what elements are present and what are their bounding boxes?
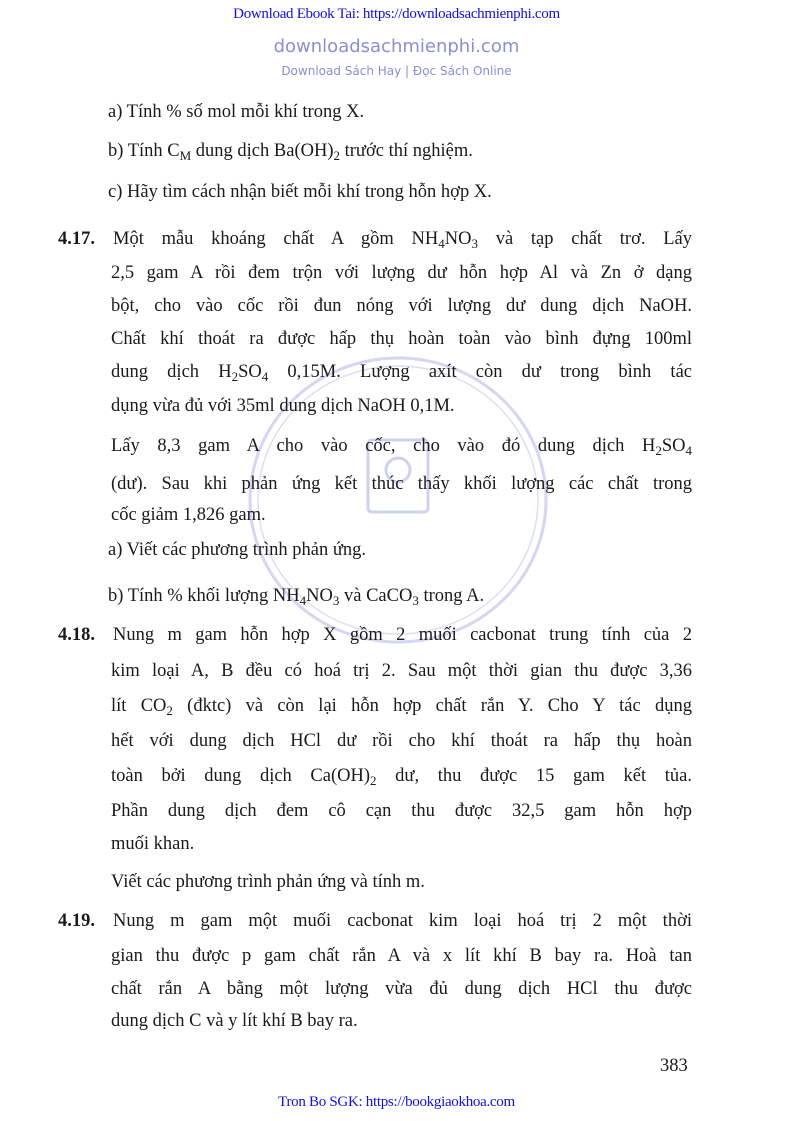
watermark-site: downloadsachmienphi.com bbox=[273, 36, 520, 57]
text-segment: Phần dung dịch đem cô cạn thu được 32,5 gam hỗn hợp bbox=[111, 801, 692, 821]
text-line bbox=[111, 435, 692, 457]
text-segment: kim loại A, B đều có hoá trị 2. Sau một thời gian thu được 3,36 bbox=[111, 661, 692, 681]
text-segment: cốc giảm 1,826 gam. bbox=[111, 505, 266, 525]
text-segment: toàn bởi dung dịch Ca(OH) bbox=[111, 766, 371, 786]
text-line bbox=[111, 395, 455, 417]
text-segment: dụng vừa đủ với 35ml dung dịch NaOH 0,1M. bbox=[111, 396, 455, 416]
subscript: 3 bbox=[332, 593, 340, 608]
watermark-tagline: Download Sách Hay | Đọc Sách Online bbox=[281, 64, 512, 78]
text-line bbox=[113, 910, 692, 932]
text-line bbox=[111, 800, 692, 822]
subscript: 4 bbox=[438, 236, 445, 251]
text-line bbox=[111, 730, 692, 752]
text-segment: (đktc) và còn lại hỗn hợp chất rắn Y. Cho Y tác dụng bbox=[172, 696, 692, 716]
text-line bbox=[111, 295, 692, 317]
text-segment: Một mẫu khoáng chất A gồm NH bbox=[113, 229, 439, 249]
text-segment: bột, cho vào cốc rồi đun nóng với lượng dư dung dịch NaOH. bbox=[111, 296, 692, 316]
text-segment: dung dịch C và y lít khí B bay ra. bbox=[111, 1011, 358, 1031]
text-line bbox=[111, 833, 194, 855]
text-line bbox=[111, 978, 692, 1000]
text-line bbox=[108, 585, 484, 607]
text-line bbox=[111, 262, 692, 284]
text-line bbox=[111, 765, 692, 787]
text-segment: (dư). Sau khi phản ứng kết thúc thấy khối lượng các chất trong bbox=[111, 474, 692, 494]
text-line bbox=[108, 101, 364, 123]
problem-number: 4.19. bbox=[58, 911, 95, 931]
subscript: 4 bbox=[685, 443, 692, 458]
text-segment: b) Tính C bbox=[108, 141, 180, 161]
text-line bbox=[113, 228, 692, 250]
text-segment: a) Viết các phương trình phản ứng. bbox=[108, 540, 367, 560]
text-segment: Viết các phương trình phản ứng và tính m. bbox=[111, 872, 425, 892]
text-line bbox=[108, 181, 492, 203]
subscript: 4 bbox=[261, 369, 269, 384]
text-segment: NO bbox=[306, 586, 333, 606]
footer-link[interactable]: Tron Bo SGK: https://bookgiaokhoa.com bbox=[278, 1094, 515, 1110]
text-line bbox=[111, 473, 692, 495]
text-segment: 0,15M. Lượng axít còn dư trong bình tác bbox=[268, 362, 692, 382]
text-segment: và tạp chất trơ. Lấy bbox=[478, 229, 692, 249]
text-segment: Nung m gam hỗn hợp X gồm 2 muối cacbonat trung tính của 2 bbox=[113, 625, 692, 645]
subscript: 2 bbox=[231, 369, 239, 384]
text-segment: chất rắn A bằng một lượng vừa đủ dung dịch HCl thu được bbox=[111, 979, 692, 999]
problem-number: 4.18. bbox=[58, 625, 95, 645]
subscript: 2 bbox=[166, 703, 173, 718]
text-segment: gian thu được p gam chất rắn A và x lít khí B bay ra. Hoà tan bbox=[111, 946, 692, 966]
text-segment: trong A. bbox=[418, 586, 485, 606]
subscript: M bbox=[179, 148, 192, 163]
text-segment: 2,5 gam A rồi đem trộn với lượng dư hỗn hợp Al và Zn ở dạng bbox=[111, 263, 692, 283]
text-segment: SO bbox=[661, 436, 686, 456]
text-segment: Nung m gam một muối cacbonat kim loại hoá trị 2 một thời bbox=[113, 911, 692, 931]
text-segment: Chất khí thoát ra được hấp thụ hoàn toàn vào bình đựng 100ml bbox=[111, 329, 692, 349]
subscript: 4 bbox=[299, 593, 307, 608]
text-line bbox=[111, 328, 692, 350]
text-line bbox=[111, 695, 692, 717]
text-segment: b) Tính % khối lượng NH bbox=[108, 586, 300, 606]
text-line bbox=[111, 504, 266, 526]
text-segment: dung dịch H bbox=[111, 362, 232, 382]
text-segment: dư, thu được 15 gam kết tủa. bbox=[376, 766, 692, 786]
page-number: 383 bbox=[660, 1056, 688, 1076]
text-line bbox=[111, 361, 692, 383]
text-line bbox=[111, 1010, 358, 1032]
text-line bbox=[111, 945, 692, 967]
text-segment: hết với dung dịch HCl dư rồi cho khí thoát ra hấp thụ hoàn bbox=[111, 731, 692, 751]
subscript: 3 bbox=[412, 593, 419, 608]
problem-number: 4.17. bbox=[58, 229, 95, 249]
subscript: 2 bbox=[333, 148, 340, 163]
text-segment: c) Hãy tìm cách nhận biết mỗi khí trong hỗn hợp X. bbox=[108, 182, 492, 202]
header-link[interactable]: Download Ebook Tai: https://downloadsachmienphi.com bbox=[233, 6, 560, 22]
text-line bbox=[108, 539, 366, 561]
text-segment: SO bbox=[238, 362, 262, 382]
text-segment: và CaCO bbox=[339, 586, 413, 606]
text-line bbox=[111, 660, 692, 682]
text-segment: NO bbox=[444, 229, 472, 249]
text-segment: trước thí nghiệm. bbox=[340, 141, 473, 161]
text-segment: a) Tính % số mol mỗi khí trong X. bbox=[108, 102, 365, 122]
text-line bbox=[111, 871, 425, 893]
subscript: 3 bbox=[471, 236, 478, 251]
text-line bbox=[113, 624, 692, 646]
text-line bbox=[108, 140, 473, 162]
text-segment: lít CO bbox=[111, 696, 167, 716]
subscript: 2 bbox=[370, 773, 377, 788]
text-segment: muối khan. bbox=[111, 834, 195, 854]
subscript: 2 bbox=[655, 443, 662, 458]
text-segment: dung dịch Ba(OH) bbox=[191, 141, 334, 161]
text-segment: Lấy 8,3 gam A cho vào cốc, cho vào đó dung dịch H bbox=[111, 436, 656, 456]
